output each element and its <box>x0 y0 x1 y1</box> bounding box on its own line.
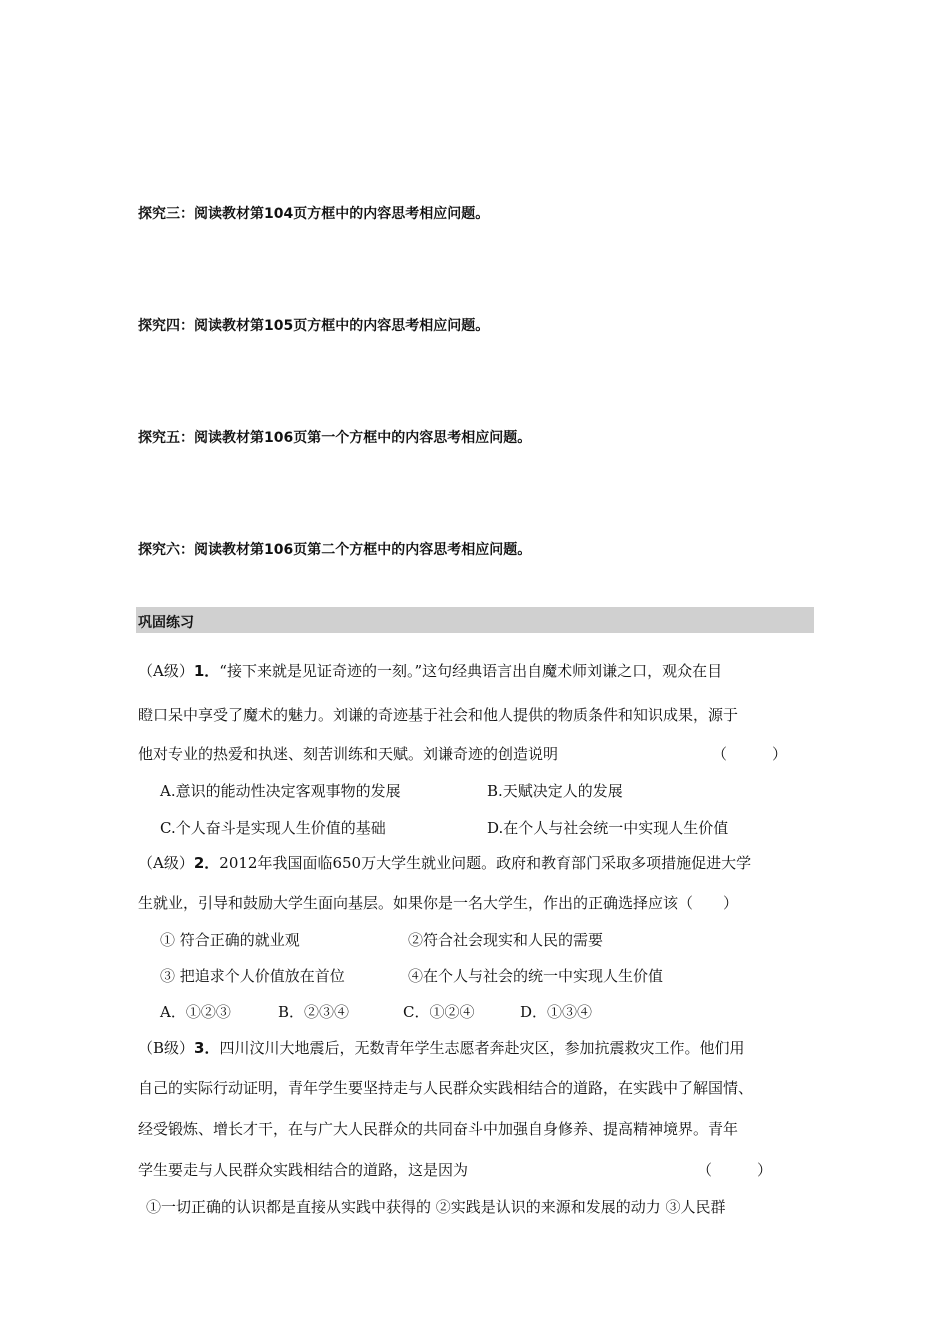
question-1-line-1 <box>138 660 722 681</box>
question-1-line-3: 他对专业的热爱和执迷、刻苦训练和天赋。刘谦奇迹的创造说明 <box>138 745 559 763</box>
option-d: D．①③④ <box>520 1003 593 1021</box>
answer-bracket: （ ） <box>712 745 788 763</box>
option-c: C．①②④ <box>403 1003 475 1021</box>
section-title: 巩固练习 <box>138 615 194 631</box>
exploration-4: 探究四：阅读教材第105页方框中的内容思考相应问题。 <box>138 318 490 334</box>
exploration-6: 探究六：阅读教材第106页第二个方框中的内容思考相应问题。 <box>138 542 532 558</box>
question-text: 2012年我国面临650万大学生就业问题。政府和教育部门采取多项措施促进大学 <box>219 854 752 872</box>
question-2-line-1 <box>138 852 751 873</box>
option-b: B．②③④ <box>278 1003 350 1021</box>
question-number: 1． <box>193 662 220 680</box>
question-level: （A级） <box>138 854 194 872</box>
question-3-line-4: 学生要走与人民群众实践相结合的道路，这是因为 <box>138 1161 469 1179</box>
statement-4: ④在个人与社会的统一中实现人生价值 <box>408 967 664 985</box>
question-text: “接下来就是见证奇迹的一刻。”这句经典语言出自魔术师刘谦之口，观众在目 <box>219 662 723 680</box>
question-3-line-1 <box>138 1037 744 1058</box>
statement-1: ① 符合正确的就业观 <box>160 931 300 949</box>
statement-2: ②符合社会现实和人民的需要 <box>408 931 604 949</box>
answer-bracket: （ ） <box>697 1161 773 1179</box>
question-number: 3． <box>194 1039 220 1057</box>
question-2-line-2: 生就业，引导和鼓励大学生面向基层。如果你是一名大学生，作出的正确选择应该（ ） <box>138 894 739 912</box>
option-b: B.天赋决定人的发展 <box>487 782 623 800</box>
question-3-line-5: ①一切正确的认识都是直接从实践中获得的 ②实践是认识的来源和发展的动力 ③人民群 <box>146 1198 726 1216</box>
option-d: D.在个人与社会统一中实现人生价值 <box>487 819 729 837</box>
question-level: （A级） <box>138 662 194 680</box>
question-level: （B级） <box>138 1039 195 1057</box>
question-3-line-2: 自己的实际行动证明，青年学生要坚持走与人民群众实践相结合的道路，在实践中了解国情、 <box>138 1079 754 1097</box>
exploration-5: 探究五：阅读教材第106页第一个方框中的内容思考相应问题。 <box>138 430 532 446</box>
question-text: 四川汶川大地震后，无数青年学生志愿者奔赴灾区，参加抗震救灾工作。他们用 <box>219 1039 745 1057</box>
question-1-line-2: 瞪口呆中享受了魔术的魅力。刘谦的奇迹基于社会和他人提供的物质条件和知识成果，源于 <box>138 706 739 724</box>
statement-3: ③ 把追求个人价值放在首位 <box>160 967 345 985</box>
exploration-3: 探究三：阅读教材第104页方框中的内容思考相应问题。 <box>138 206 490 222</box>
question-number: 2． <box>193 854 220 872</box>
option-c: C.个人奋斗是实现人生价值的基础 <box>160 819 386 837</box>
option-a: A.意识的能动性决定客观事物的发展 <box>160 782 401 800</box>
question-3-line-3: 经受锻炼、增长才干，在与广大人民群众的共同奋斗中加强自身修养、提高精神境界。青年 <box>138 1120 739 1138</box>
option-a: A．①②③ <box>160 1003 231 1021</box>
section-header-bar <box>136 607 814 633</box>
